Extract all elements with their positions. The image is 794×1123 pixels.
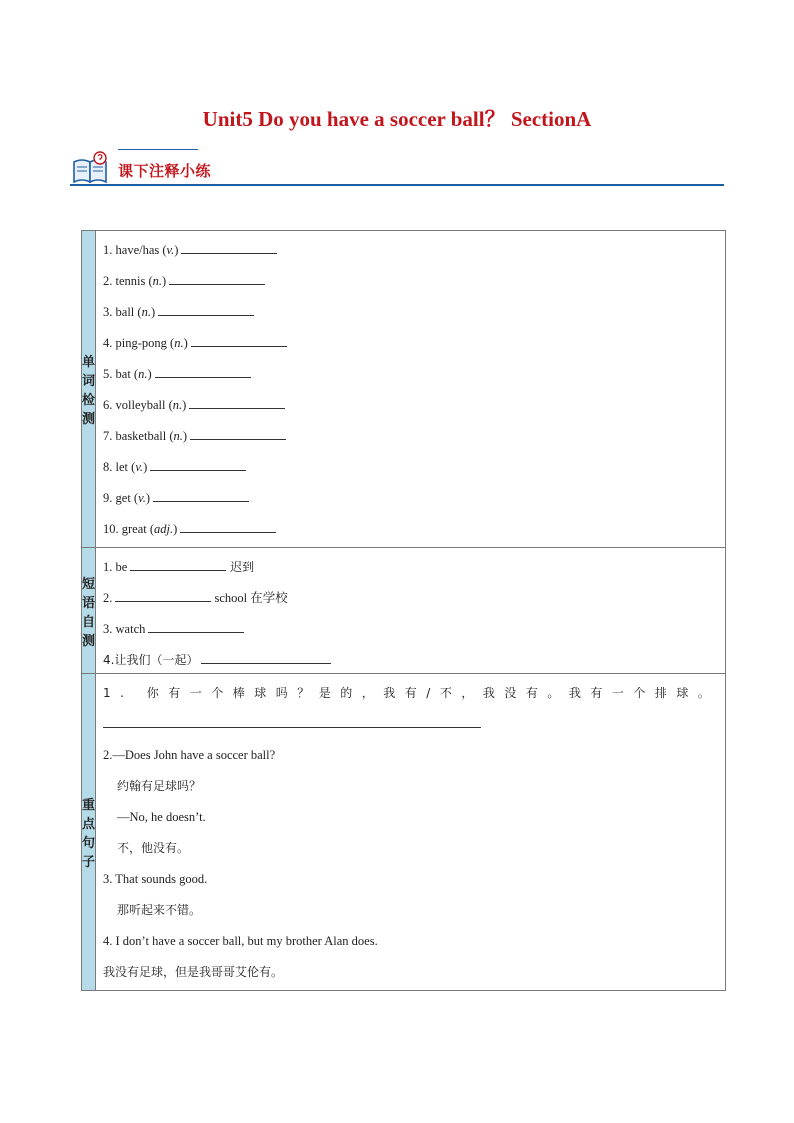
list-item: 4. I don’t have a soccer ball, but my brother Alan does. [103, 934, 378, 948]
answer-blank[interactable] [191, 328, 287, 347]
list-item: 4. ping-pong (n.) [103, 328, 719, 359]
row-header-phrases: 短语自测 [82, 548, 96, 674]
answer-blank[interactable] [103, 711, 481, 728]
section-header [70, 146, 724, 188]
answer-blank[interactable] [158, 297, 254, 316]
book-icon [70, 150, 112, 186]
list-item: 2. school 在学校 [103, 583, 719, 614]
list-item: 1. 你有一个棒球吗？是的，我有/不，我没有。我有一个排球。 [103, 686, 720, 700]
answer-blank[interactable] [190, 421, 286, 440]
list-item: 3. watch [103, 614, 719, 645]
section-top-line [118, 149, 198, 150]
row-header-vocab: 单词检测 [82, 231, 96, 548]
list-item: 4.让我们（一起） [103, 645, 719, 671]
answer-blank[interactable] [155, 359, 251, 378]
table-row [82, 548, 726, 674]
list-item: 2.—Does John have a soccer ball? [103, 748, 276, 762]
answer-blank[interactable] [130, 552, 226, 571]
phrases-content [96, 548, 726, 674]
list-item: 7. basketball (n.) [103, 421, 719, 452]
worksheet-table [81, 230, 726, 991]
answer-blank[interactable] [180, 514, 276, 533]
list-item: 10. great (adj.) [103, 514, 719, 545]
list-item: 8. let (v.) [103, 452, 719, 483]
list-item: 不，他没有。 [117, 841, 190, 855]
list-item: 6. volleyball (n.) [103, 390, 719, 421]
answer-blank[interactable] [181, 235, 277, 254]
answer-blank[interactable] [115, 583, 211, 602]
list-item: 我没有足球，但是我哥哥艾伦有。 [103, 965, 284, 979]
sentences-content [96, 674, 726, 991]
vocab-content [96, 231, 726, 548]
list-item: 1. be 迟到 [103, 552, 719, 583]
list-item: 约翰有足球吗？ [117, 779, 202, 793]
list-item: 9. get (v.) [103, 483, 719, 514]
answer-blank[interactable] [148, 614, 244, 633]
answer-blank[interactable] [169, 266, 265, 285]
answer-blank[interactable] [150, 452, 246, 471]
section-label: 课下注释小练 [118, 162, 212, 180]
row-header-sentences: 重点句子 [82, 674, 96, 991]
list-item: 3. That sounds good. [103, 872, 208, 886]
section-rule [70, 184, 724, 186]
list-item: 5. bat (n.) [103, 359, 719, 390]
answer-blank[interactable] [153, 483, 249, 502]
list-item: 1. have/has (v.) [103, 235, 719, 266]
answer-blank[interactable] [201, 645, 331, 664]
list-item: 3. ball (n.) [103, 297, 719, 328]
table-row [82, 674, 726, 991]
list-item: 那听起来不错。 [117, 903, 202, 917]
answer-line [103, 709, 719, 740]
list-item: 2. tennis (n.) [103, 266, 719, 297]
answer-blank[interactable] [189, 390, 285, 409]
page-title: Unit5 Do you have a soccer ball？ SectionA [202, 107, 592, 131]
table-row [82, 231, 726, 548]
list-item: —No, he doesn’t. [117, 810, 206, 824]
